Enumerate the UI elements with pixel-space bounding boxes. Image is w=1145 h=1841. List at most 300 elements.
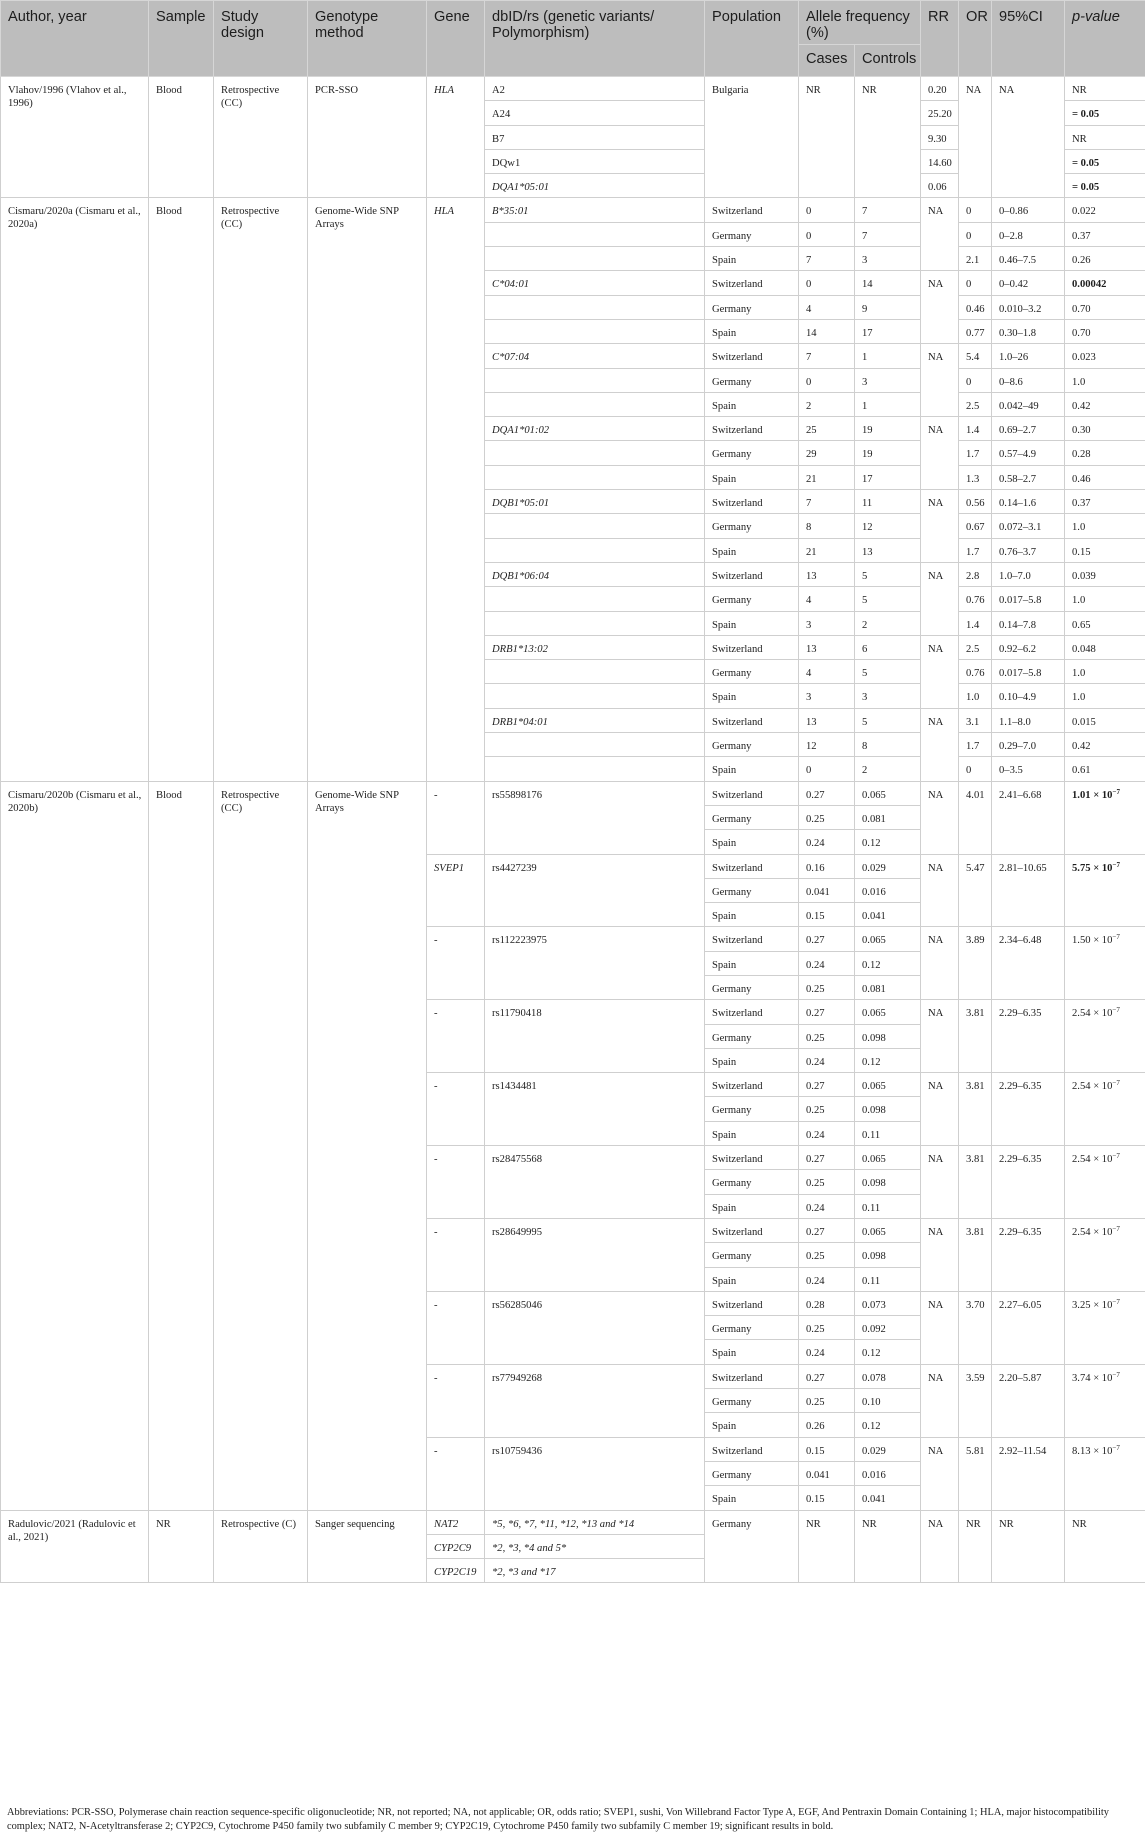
population-cell: Germany <box>705 514 799 538</box>
population-cell: Spain <box>705 611 799 635</box>
population-cell: Switzerland <box>705 198 799 222</box>
population-cell: Germany <box>705 805 799 829</box>
population-cell: Switzerland <box>705 708 799 732</box>
population-cell: Switzerland <box>705 271 799 295</box>
gene-cell: CYP2C19 <box>427 1559 485 1583</box>
controls-cell: 19 <box>855 417 921 441</box>
cases-cell: 0.27 <box>799 781 855 805</box>
cases-cell: 21 <box>799 538 855 562</box>
variant-cell <box>485 222 705 246</box>
sample-cell: Blood <box>149 781 214 1510</box>
ci-cell: 0.017–5.8 <box>992 660 1065 684</box>
p-value-cell: 0.42 <box>1065 733 1145 757</box>
cases-cell: 4 <box>799 660 855 684</box>
population-cell: Spain <box>705 757 799 781</box>
cases-cell: 0 <box>799 757 855 781</box>
header-ci: 95%CI <box>992 1 1065 77</box>
rr-cell: NA <box>921 562 959 635</box>
controls-cell: 5 <box>855 708 921 732</box>
variant-cell <box>485 733 705 757</box>
controls-cell: 0.092 <box>855 1316 921 1340</box>
genotype-method-cell: Genome-Wide SNP Arrays <box>308 198 427 781</box>
population-cell: Spain <box>705 319 799 343</box>
variant-cell <box>485 465 705 489</box>
or-cell: 3.89 <box>959 927 992 1000</box>
controls-cell: 0.081 <box>855 975 921 999</box>
gene-cell: - <box>427 1291 485 1364</box>
gene-cell: HLA <box>427 77 485 198</box>
population-cell: Germany <box>705 1243 799 1267</box>
cases-cell: 0.27 <box>799 927 855 951</box>
ci-cell: 0–8.6 <box>992 368 1065 392</box>
or-cell: 0 <box>959 368 992 392</box>
controls-cell: 7 <box>855 222 921 246</box>
controls-cell: 0.065 <box>855 1218 921 1242</box>
or-cell: 0.56 <box>959 490 992 514</box>
rr-cell: 25.20 <box>921 101 959 125</box>
gene-cell: - <box>427 1000 485 1073</box>
or-cell: 3.1 <box>959 708 992 732</box>
population-cell: Germany <box>705 587 799 611</box>
variant-cell: rs4427239 <box>485 854 705 927</box>
cases-cell: 0.15 <box>799 1486 855 1510</box>
cases-cell: 0.25 <box>799 1316 855 1340</box>
or-cell: 4.01 <box>959 781 992 854</box>
or-cell: 3.81 <box>959 1218 992 1291</box>
population-cell: Switzerland <box>705 1291 799 1315</box>
population-cell: Spain <box>705 538 799 562</box>
population-cell: Spain <box>705 1048 799 1072</box>
cases-cell: NR <box>799 1510 855 1583</box>
gene-cell: SVEP1 <box>427 854 485 927</box>
controls-cell: 8 <box>855 733 921 757</box>
gene-cell: NAT2 <box>427 1510 485 1534</box>
population-cell: Spain <box>705 392 799 416</box>
cases-cell: 0.16 <box>799 854 855 878</box>
controls-cell: 17 <box>855 319 921 343</box>
population-cell: Switzerland <box>705 1437 799 1461</box>
rr-cell: 0.20 <box>921 77 959 101</box>
cases-cell: 29 <box>799 441 855 465</box>
study-design-cell: Retrospective (C) <box>214 1510 308 1583</box>
p-value-cell: 0.70 <box>1065 319 1145 343</box>
cases-cell: 7 <box>799 344 855 368</box>
p-value-cell: $1.50 \times 10^{-7}$ <box>1065 927 1145 1000</box>
cases-cell: 0.27 <box>799 1364 855 1388</box>
cases-cell: 0.15 <box>799 1437 855 1461</box>
gene-cell: - <box>427 927 485 1000</box>
population-cell: Bulgaria <box>705 77 799 198</box>
ci-cell: 2.41–6.68 <box>992 781 1065 854</box>
p-value-cell: 0.048 <box>1065 635 1145 659</box>
ci-cell: 2.29–6.35 <box>992 1146 1065 1219</box>
gene-cell: - <box>427 1146 485 1219</box>
controls-cell: 0.065 <box>855 1000 921 1024</box>
controls-cell: 0.12 <box>855 1413 921 1437</box>
controls-cell: 0.12 <box>855 1340 921 1364</box>
population-cell: Germany <box>705 1461 799 1485</box>
variant-cell: DQB1*06:04 <box>485 562 705 586</box>
table-row <box>1 781 1145 805</box>
variant-cell <box>485 392 705 416</box>
sample-cell: Blood <box>149 198 214 781</box>
ci-cell: 0.14–7.8 <box>992 611 1065 635</box>
population-cell: Germany <box>705 1024 799 1048</box>
cases-cell: 25 <box>799 417 855 441</box>
ci-cell: 0–2.8 <box>992 222 1065 246</box>
ci-cell: 0.30–1.8 <box>992 319 1065 343</box>
ci-cell: 1.1–8.0 <box>992 708 1065 732</box>
gene-cell: - <box>427 1364 485 1437</box>
cases-cell: 0 <box>799 271 855 295</box>
controls-cell: 3 <box>855 247 921 271</box>
ci-cell: 0.072–3.1 <box>992 514 1065 538</box>
population-cell: Germany <box>705 1097 799 1121</box>
variant-cell: DQA1*01:02 <box>485 417 705 441</box>
cases-cell: 0.26 <box>799 1413 855 1437</box>
or-cell: 0.76 <box>959 660 992 684</box>
population-cell: Germany <box>705 1389 799 1413</box>
cases-cell: 4 <box>799 587 855 611</box>
ci-cell: 2.81–10.65 <box>992 854 1065 927</box>
header-gene: Gene <box>427 1 485 77</box>
cases-cell: 0 <box>799 198 855 222</box>
controls-cell: 0.016 <box>855 1461 921 1485</box>
cases-cell: 0.15 <box>799 903 855 927</box>
cases-cell: 0.27 <box>799 1073 855 1097</box>
controls-cell: 7 <box>855 198 921 222</box>
cases-cell: 0.27 <box>799 1146 855 1170</box>
or-cell: 0.76 <box>959 587 992 611</box>
controls-cell: 0.065 <box>855 1073 921 1097</box>
gene-cell: CYP2C9 <box>427 1534 485 1558</box>
or-cell: 0 <box>959 222 992 246</box>
p-value-cell: $3.25 \times 10^{-7}$ <box>1065 1291 1145 1364</box>
cases-cell: 0.27 <box>799 1218 855 1242</box>
cases-cell: 12 <box>799 733 855 757</box>
population-cell: Germany <box>705 1510 799 1583</box>
controls-cell: 0.098 <box>855 1024 921 1048</box>
population-cell: Spain <box>705 465 799 489</box>
rr-cell: NA <box>921 198 959 271</box>
p-value-cell: $5.75 \times 10^{-7}$ <box>1065 854 1145 927</box>
p-value-cell: 0.039 <box>1065 562 1145 586</box>
population-cell: Switzerland <box>705 1073 799 1097</box>
controls-cell: 0.098 <box>855 1243 921 1267</box>
population-cell: Switzerland <box>705 344 799 368</box>
cases-cell: 3 <box>799 611 855 635</box>
header-study-design: Study design <box>214 1 308 77</box>
ci-cell: 0.57–4.9 <box>992 441 1065 465</box>
or-cell: 1.4 <box>959 417 992 441</box>
variant-cell <box>485 757 705 781</box>
author-cell: Cismaru/2020b (Cismaru et al., 2020b) <box>1 781 149 1510</box>
ci-cell: 2.29–6.35 <box>992 1218 1065 1291</box>
controls-cell: 0.065 <box>855 1146 921 1170</box>
or-cell: 3.81 <box>959 1000 992 1073</box>
p-value-cell: 1.0 <box>1065 514 1145 538</box>
controls-cell: 3 <box>855 684 921 708</box>
cases-cell: 0.25 <box>799 1243 855 1267</box>
controls-cell: 0.12 <box>855 1048 921 1072</box>
p-value-cell: $3.74 \times 10^{-7}$ <box>1065 1364 1145 1437</box>
p-value-cell: 0.42 <box>1065 392 1145 416</box>
variant-cell <box>485 441 705 465</box>
controls-cell: 2 <box>855 757 921 781</box>
p-value-cell: 1.0 <box>1065 587 1145 611</box>
population-cell: Spain <box>705 830 799 854</box>
population-cell: Spain <box>705 903 799 927</box>
cases-cell: 0.24 <box>799 1194 855 1218</box>
or-cell: 2.5 <box>959 635 992 659</box>
controls-cell: 0.098 <box>855 1097 921 1121</box>
ci-cell: 2.29–6.35 <box>992 1073 1065 1146</box>
header-p-value: p-value <box>1065 1 1145 77</box>
controls-cell: 11 <box>855 490 921 514</box>
or-cell: 1.7 <box>959 733 992 757</box>
controls-cell: 14 <box>855 271 921 295</box>
variant-cell: rs112223975 <box>485 927 705 1000</box>
rr-cell: NA <box>921 781 959 854</box>
rr-cell: NA <box>921 854 959 927</box>
p-value-cell: 0.26 <box>1065 247 1145 271</box>
or-cell: 2.5 <box>959 392 992 416</box>
variant-cell <box>485 587 705 611</box>
or-cell: 5.81 <box>959 1437 992 1510</box>
variant-cell: rs28649995 <box>485 1218 705 1291</box>
table-row <box>1 77 1145 101</box>
population-cell: Spain <box>705 1267 799 1291</box>
ci-cell: NR <box>992 1510 1065 1583</box>
controls-cell: 5 <box>855 562 921 586</box>
p-value-cell: $2.54 \times 10^{-7}$ <box>1065 1073 1145 1146</box>
abbreviations-footnote: Abbreviations: PCR-SSO, Polymerase chain reaction sequence-specific oligonucleotide; NR, not reported; NA, not applicable; OR, odds ratio; SVEP1, sushi, Von Willebrand Factor Type A, EGF, And Pentraxin Domain Containing 1; HLA, major histocompatibility complex; NAT2, N-Acetyltransferase 2; CYP2C9, Cytochrome P450 family two subfamily C member 9; CYP2C19, Cytochrome P450 family two subfamily C member 19; significant results in bold. <box>7 1807 1109 1832</box>
cases-cell: 0.24 <box>799 1121 855 1145</box>
p-value-cell: 0.00042 <box>1065 271 1145 295</box>
rr-cell: NA <box>921 1510 959 1583</box>
p-value-cell: 0.30 <box>1065 417 1145 441</box>
header-sample: Sample <box>149 1 214 77</box>
or-cell: 5.4 <box>959 344 992 368</box>
variant-cell: rs11790418 <box>485 1000 705 1073</box>
p-value-cell: = 0.05 <box>1065 174 1145 198</box>
or-cell: 3.70 <box>959 1291 992 1364</box>
controls-cell: NR <box>855 77 921 198</box>
controls-cell: 0.041 <box>855 1486 921 1510</box>
controls-cell: 0.11 <box>855 1194 921 1218</box>
controls-cell: 0.12 <box>855 951 921 975</box>
cases-cell: 0.24 <box>799 951 855 975</box>
variant-cell: DQw1 <box>485 149 705 173</box>
p-value-cell: 0.022 <box>1065 198 1145 222</box>
rr-cell: 14.60 <box>921 149 959 173</box>
population-cell: Germany <box>705 733 799 757</box>
ci-cell: 0.14–1.6 <box>992 490 1065 514</box>
p-value-cell: 0.37 <box>1065 222 1145 246</box>
ci-cell: 0–0.86 <box>992 198 1065 222</box>
controls-cell: 0.078 <box>855 1364 921 1388</box>
header-genotype-method: Genotype method <box>308 1 427 77</box>
ci-cell: 1.0–7.0 <box>992 562 1065 586</box>
p-value-cell: 0.65 <box>1065 611 1145 635</box>
population-cell: Germany <box>705 1170 799 1194</box>
variant-cell: DRB1*13:02 <box>485 635 705 659</box>
variant-cell: rs55898176 <box>485 781 705 854</box>
p-value-cell: 1.0 <box>1065 660 1145 684</box>
variant-cell: DQB1*05:01 <box>485 490 705 514</box>
p-value-cell: 0.28 <box>1065 441 1145 465</box>
variant-cell: rs28475568 <box>485 1146 705 1219</box>
gene-cell: - <box>427 1218 485 1291</box>
cases-cell: 0.25 <box>799 805 855 829</box>
cases-cell: 21 <box>799 465 855 489</box>
header-author: Author, year <box>1 1 149 77</box>
population-cell: Spain <box>705 684 799 708</box>
variant-cell <box>485 538 705 562</box>
population-cell: Germany <box>705 975 799 999</box>
cases-cell: 0.041 <box>799 1461 855 1485</box>
p-value-cell: 0.15 <box>1065 538 1145 562</box>
rr-cell: NA <box>921 708 959 781</box>
population-cell: Switzerland <box>705 1364 799 1388</box>
population-cell: Germany <box>705 222 799 246</box>
population-cell: Spain <box>705 1194 799 1218</box>
p-value-cell: 1.0 <box>1065 684 1145 708</box>
variant-cell <box>485 295 705 319</box>
rr-cell: 9.30 <box>921 125 959 149</box>
cases-cell: 2 <box>799 392 855 416</box>
or-cell: 0 <box>959 271 992 295</box>
or-cell: 0 <box>959 757 992 781</box>
population-cell: Switzerland <box>705 1218 799 1242</box>
p-value-cell: = 0.05 <box>1065 149 1145 173</box>
controls-cell: 0.029 <box>855 854 921 878</box>
cases-cell: 0.24 <box>799 1048 855 1072</box>
table-row <box>1 198 1145 222</box>
controls-cell: NR <box>855 1510 921 1583</box>
ci-cell: 0.69–2.7 <box>992 417 1065 441</box>
or-cell: 5.47 <box>959 854 992 927</box>
variant-cell: C*04:01 <box>485 271 705 295</box>
p-value-cell: 0.015 <box>1065 708 1145 732</box>
or-cell: 3.81 <box>959 1146 992 1219</box>
p-value-cell: 0.70 <box>1065 295 1145 319</box>
rr-cell: NA <box>921 490 959 563</box>
or-cell: 3.81 <box>959 1073 992 1146</box>
variant-cell: rs56285046 <box>485 1291 705 1364</box>
or-cell: 0.77 <box>959 319 992 343</box>
header-population: Population <box>705 1 799 77</box>
variant-cell: DRB1*04:01 <box>485 708 705 732</box>
population-cell: Spain <box>705 1413 799 1437</box>
ci-cell: 2.27–6.05 <box>992 1291 1065 1364</box>
study-design-cell: Retrospective (CC) <box>214 198 308 781</box>
rr-cell: NA <box>921 1000 959 1073</box>
controls-cell: 6 <box>855 635 921 659</box>
variant-cell: rs77949268 <box>485 1364 705 1437</box>
controls-cell: 12 <box>855 514 921 538</box>
cases-cell: 0.25 <box>799 1024 855 1048</box>
population-cell: Germany <box>705 368 799 392</box>
population-cell: Switzerland <box>705 490 799 514</box>
variant-cell: C*07:04 <box>485 344 705 368</box>
controls-cell: 0.073 <box>855 1291 921 1315</box>
cases-cell: 0.24 <box>799 1340 855 1364</box>
ci-cell: 0.10–4.9 <box>992 684 1065 708</box>
ci-cell: 1.0–26 <box>992 344 1065 368</box>
controls-cell: 0.098 <box>855 1170 921 1194</box>
header-or: OR <box>959 1 992 77</box>
controls-cell: 0.081 <box>855 805 921 829</box>
cases-cell: 3 <box>799 684 855 708</box>
cases-cell: 0.24 <box>799 1267 855 1291</box>
table-header <box>1 1 1145 77</box>
author-cell: Vlahov/1996 (Vlahov et al., 1996) <box>1 77 149 198</box>
cases-cell: 13 <box>799 708 855 732</box>
cases-cell: NR <box>799 77 855 198</box>
rr-cell: 0.06 <box>921 174 959 198</box>
or-cell: 2.1 <box>959 247 992 271</box>
cases-cell: 0.25 <box>799 1389 855 1413</box>
controls-cell: 0.10 <box>855 1389 921 1413</box>
population-cell: Spain <box>705 1121 799 1145</box>
population-cell: Switzerland <box>705 1000 799 1024</box>
cases-cell: 0.25 <box>799 1097 855 1121</box>
variant-cell: B7 <box>485 125 705 149</box>
population-cell: Switzerland <box>705 854 799 878</box>
population-cell: Switzerland <box>705 562 799 586</box>
ci-cell: 0–0.42 <box>992 271 1065 295</box>
variant-cell: rs10759436 <box>485 1437 705 1510</box>
or-cell: 0.46 <box>959 295 992 319</box>
controls-cell: 17 <box>855 465 921 489</box>
population-cell: Spain <box>705 247 799 271</box>
genotype-method-cell: Genome-Wide SNP Arrays <box>308 781 427 1510</box>
cases-cell: 0 <box>799 222 855 246</box>
controls-cell: 5 <box>855 660 921 684</box>
cases-cell: 0.25 <box>799 1170 855 1194</box>
cases-cell: 14 <box>799 319 855 343</box>
cases-cell: 13 <box>799 635 855 659</box>
population-cell: Switzerland <box>705 635 799 659</box>
controls-cell: 1 <box>855 392 921 416</box>
table-row <box>1 1510 1145 1534</box>
controls-cell: 13 <box>855 538 921 562</box>
genotype-method-cell: Sanger sequencing <box>308 1510 427 1583</box>
p-value-cell: 0.61 <box>1065 757 1145 781</box>
gene-cell: HLA <box>427 198 485 781</box>
population-cell: Spain <box>705 1340 799 1364</box>
population-cell: Germany <box>705 1316 799 1340</box>
or-cell: NR <box>959 1510 992 1583</box>
ci-cell: 0–3.5 <box>992 757 1065 781</box>
variant-cell: A2 <box>485 77 705 101</box>
rr-cell: NA <box>921 1364 959 1437</box>
cases-cell: 0.28 <box>799 1291 855 1315</box>
controls-cell: 2 <box>855 611 921 635</box>
variant-cell <box>485 660 705 684</box>
controls-cell: 9 <box>855 295 921 319</box>
p-value-cell: 0.37 <box>1065 490 1145 514</box>
rr-cell: NA <box>921 1146 959 1219</box>
variant-cell: DQA1*05:01 <box>485 174 705 198</box>
p-value-cell: 0.023 <box>1065 344 1145 368</box>
rr-cell: NA <box>921 271 959 344</box>
rr-cell: NA <box>921 344 959 417</box>
study-design-cell: Retrospective (CC) <box>214 781 308 1510</box>
p-value-cell: $2.54 \times 10^{-7}$ <box>1065 1218 1145 1291</box>
controls-cell: 0.11 <box>855 1267 921 1291</box>
